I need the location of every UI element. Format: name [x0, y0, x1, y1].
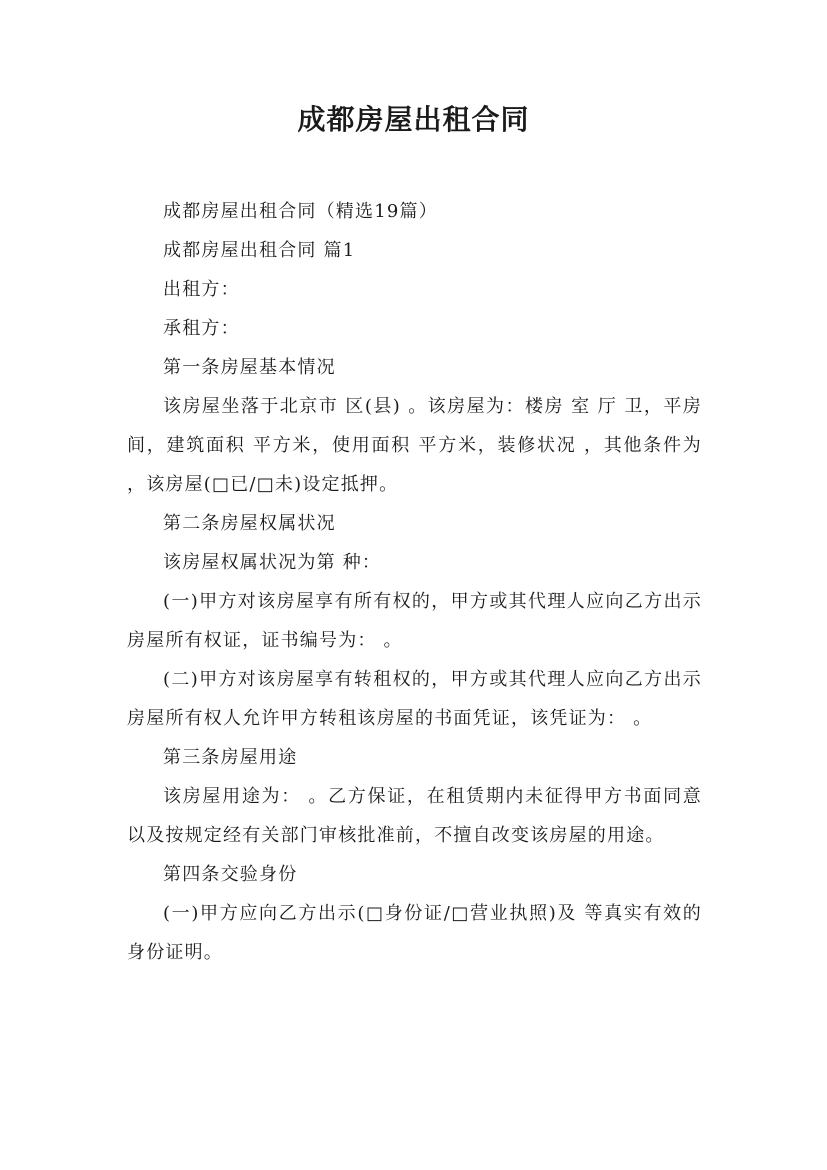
document-title: 成都房屋出租合同: [297, 103, 530, 136]
article-3-text: 该房屋用途为： 。乙方保证，在租赁期内未征得甲方书面同意以及按规定经有关部门审核批准前，不擅自改变该房屋的用途。: [127, 786, 702, 846]
article-2-item-2: (二)甲方对该房屋享有转租权的，甲方或其代理人应向乙方出示房屋所有权人允许甲方转租该房屋的书面凭证，该凭证为： 。: [127, 669, 702, 729]
article-2-heading: 第二条房屋权属状况: [163, 513, 336, 534]
article-3-heading: 第三条房屋用途: [163, 747, 298, 768]
article-4-item-1: (一)甲方应向乙方出示(□身份证/□营业执照)及 等真实有效的身份证明。: [127, 903, 702, 963]
article-4-heading: 第四条交验身份: [163, 864, 298, 885]
article-2-text: 该房屋权属状况为第 种：: [163, 552, 382, 573]
article-1-text: 该房屋坐落于北京市 区(县) 。该房屋为：楼房 室 厅 卫，平房 间，建筑面积 平方米，使用面积 平方米，装修状况 ，其他条件为 ，该房屋(□已/□未)设定抵押。: [127, 396, 702, 495]
paragraph-lessee: 承租方：: [163, 318, 240, 339]
document-body: [127, 192, 702, 972]
paragraph-contract-heading: 成都房屋出租合同 篇1: [163, 240, 356, 261]
article-1-heading: 第一条房屋基本情况: [163, 357, 336, 378]
paragraph-lessor: 出租方：: [163, 279, 240, 300]
paragraph-collection-title: 成都房屋出租合同（精选19篇）: [163, 201, 438, 222]
article-2-item-1: (一)甲方对该房屋享有所有权的，甲方或其代理人应向乙方出示房屋所有权证，证书编号为： 。: [127, 591, 702, 651]
